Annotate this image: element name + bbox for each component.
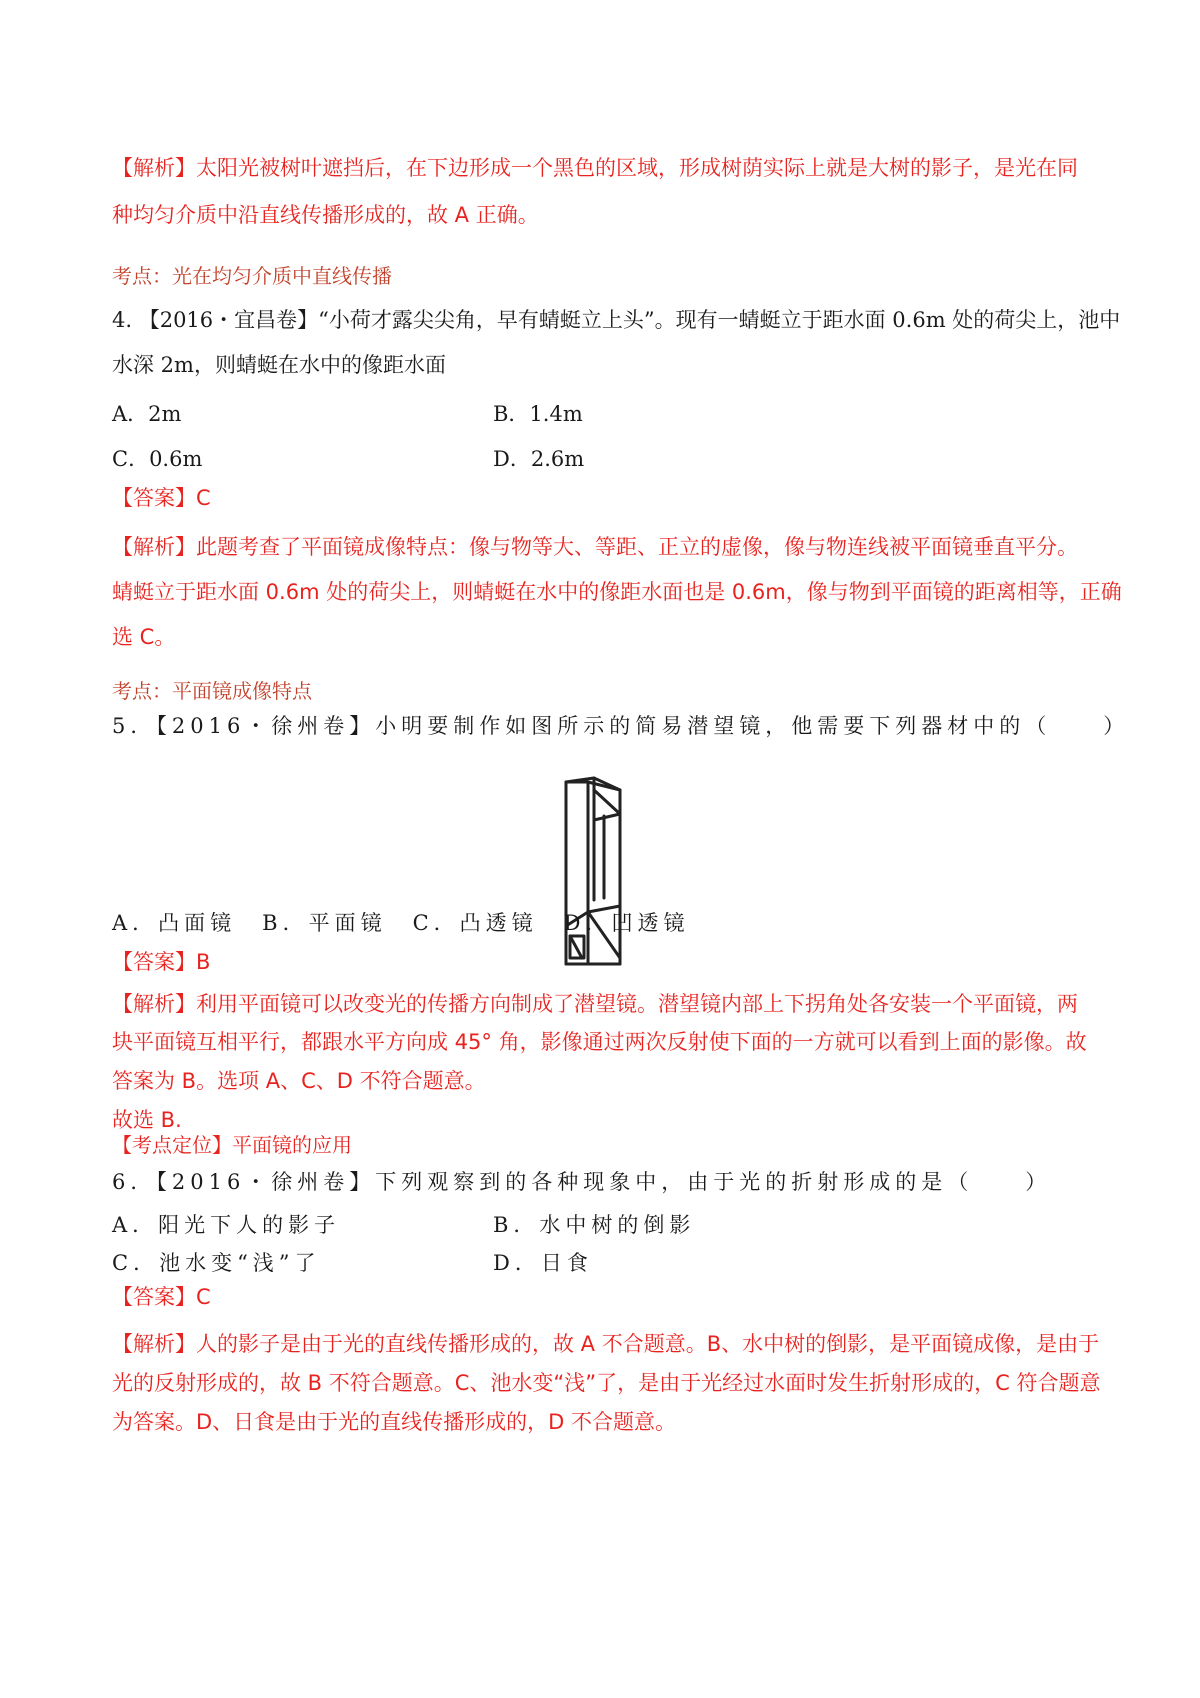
analysis-text: 【解析】此题考查了平面镜成像特点：像与物等大、等距、正立的虚像，像与物连线被平面镜垂直平分。 xyxy=(112,535,1078,559)
analysis-text: 故选 B. xyxy=(112,1108,182,1132)
analysis-text: 为答案。D、日食是由于光的直线传播形成的，D 不合题意。 xyxy=(112,1410,677,1434)
question-stem: 水深 2m，则蜻蜓在水中的像距水面 xyxy=(112,353,446,377)
kaodian-label: 考点：平面镜成像特点 xyxy=(112,679,312,703)
option-d: D．2.6m xyxy=(493,447,585,471)
option-a: A．2m xyxy=(112,402,182,426)
question-stem: 4. 【2016・宜昌卷】“小荷才露尖尖角，早有蜻蜓立上头”。现有一蜻蜓立于距水面 0.6m 处的荷尖上，池中 xyxy=(112,308,1121,332)
answer-label: 【答案】C xyxy=(112,486,211,510)
analysis-text: 种均匀介质中沿直线传播形成的，故 A 正确。 xyxy=(112,203,539,227)
option-a: A．阳光下人的影子 xyxy=(112,1213,341,1237)
analysis-text: 【解析】太阳光被树叶遮挡后，在下边形成一个黑色的区域，形成树荫实际上就是大树的影子，是光在同 xyxy=(112,156,1078,180)
analysis-text: 【解析】人的影子是由于光的直线传播形成的，故 A 不合题意。B、水中树的倒影，是平面镜成像，是由于 xyxy=(112,1332,1100,1356)
options-line: A．凸面镜 B．平面镜 C．凸透镜 D．凹透镜 xyxy=(112,911,690,935)
analysis-text: 答案为 B。选项 A、C、D 不符合题意。 xyxy=(112,1069,486,1093)
question-stem: 5．【2016・徐州卷】小明要制作如图所示的简易潜望镜，他需要下列器材中的（ ） xyxy=(112,714,1130,738)
option-d: D．日食 xyxy=(493,1251,593,1275)
option-b: B．1.4m xyxy=(493,402,583,426)
analysis-text: 选 C。 xyxy=(112,625,176,649)
kaodian-label: 考点：光在均匀介质中直线传播 xyxy=(112,264,392,288)
kaodian-label: 【考点定位】平面镜的应用 xyxy=(112,1133,352,1157)
answer-label: 【答案】C xyxy=(112,1285,211,1309)
question-stem: 6．【2016・徐州卷】下列观察到的各种现象中，由于光的折射形成的是（ ） xyxy=(112,1170,1052,1194)
analysis-text: 【解析】利用平面镜可以改变光的传播方向制成了潜望镜。潜望镜内部上下拐角处各安装一个平面镜，两 xyxy=(112,992,1078,1016)
option-b: B．水中树的倒影 xyxy=(493,1213,696,1237)
periscope-figure xyxy=(560,776,650,972)
analysis-text: 块平面镜互相平行，都跟水平方向成 45° 角，影像通过两次反射使下面的一方就可以看到上面的影像。故 xyxy=(112,1030,1087,1054)
answer-label: 【答案】B xyxy=(112,950,211,974)
option-c: C．池水变“浅”了 xyxy=(112,1251,321,1275)
analysis-text: 光的反射形成的，故 B 不符合题意。C、池水变“浅”了，是由于光经过水面时发生折射形成的，C 符合题意 xyxy=(112,1371,1101,1395)
analysis-text: 蜻蜓立于距水面 0.6m 处的荷尖上，则蜻蜓在水中的像距水面也是 0.6m，像与物到平面镜的距离相等，正确 xyxy=(112,580,1122,604)
option-c: C．0.6m xyxy=(112,447,203,471)
